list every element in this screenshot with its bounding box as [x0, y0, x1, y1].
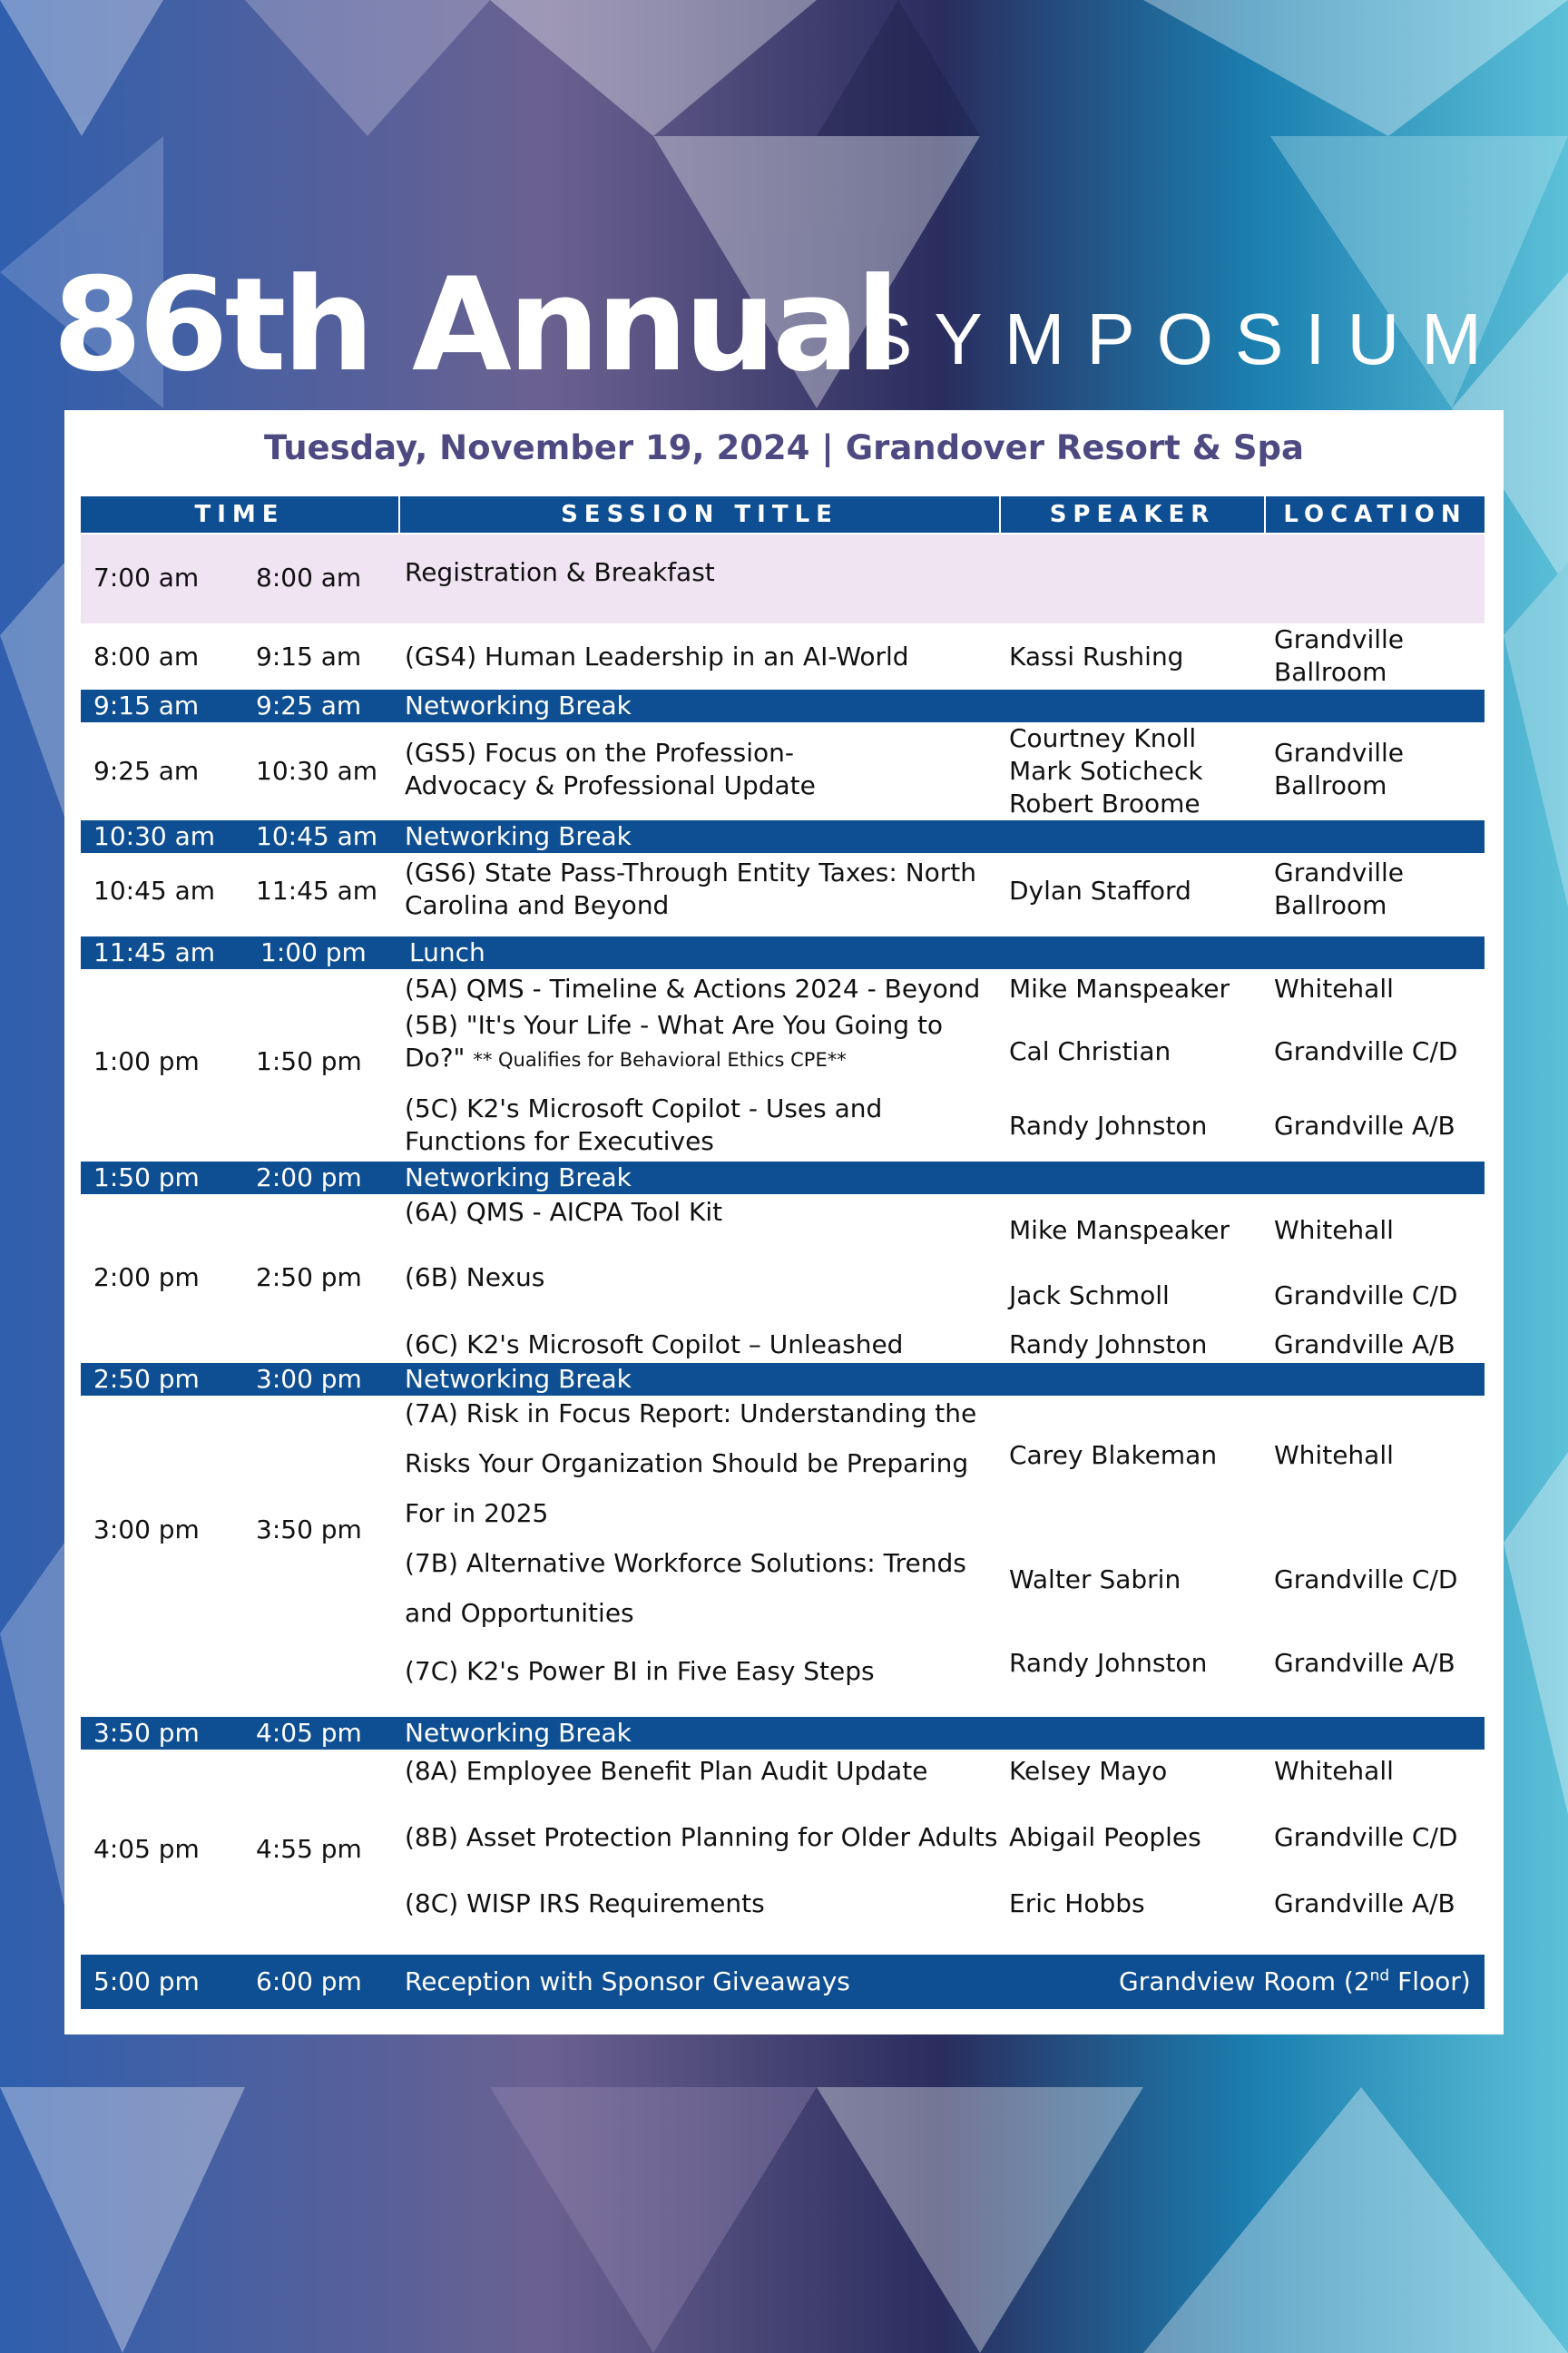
start-time: 3:00 pm — [93, 1515, 200, 1544]
row-block-7 — [81, 1396, 1485, 1686]
session-title: Lunch — [409, 937, 485, 967]
row-networking-break — [81, 1363, 1485, 1396]
title-main: 86th Annual — [53, 250, 897, 400]
row-block-6 — [81, 1196, 1485, 1363]
session-title: Networking Break — [405, 1364, 632, 1394]
row-gs6 — [81, 853, 1485, 929]
location-line1: Grandville — [1274, 624, 1405, 654]
end-time: 3:50 pm — [256, 1515, 362, 1544]
table-header — [81, 496, 1485, 533]
start-time: 10:45 am — [93, 876, 216, 906]
session-8c-title: (8C) WISP IRS Requirements — [405, 1888, 765, 1918]
session-8c-location: Grandville A/B — [1274, 1888, 1455, 1918]
location-line1: Grandville — [1274, 858, 1405, 887]
title-symposium: SYMPOSIUM — [864, 299, 1504, 379]
end-time: 8:00 am — [256, 563, 362, 593]
start-time: 4:05 pm — [93, 1834, 200, 1864]
start-time: 8:00 am — [93, 642, 200, 672]
session-8c-speaker: Eric Hobbs — [1009, 1888, 1145, 1918]
start-time: 9:15 am — [93, 691, 200, 721]
end-time: 4:05 pm — [256, 1718, 362, 1748]
session-7a-location: Whitehall — [1274, 1440, 1394, 1470]
session-8b-speaker: Abigail Peoples — [1009, 1822, 1201, 1852]
end-time: 10:45 am — [256, 821, 378, 851]
session-7a-speaker: Carey Blakeman — [1009, 1440, 1218, 1470]
row-registration — [81, 534, 1485, 623]
end-time: 2:00 pm — [256, 1162, 362, 1192]
row-gs5 — [81, 722, 1485, 820]
location-line2: Ballroom — [1274, 890, 1387, 920]
session-title-line1: (GS6) State Pass-Through Entity Taxes: North — [405, 858, 977, 887]
ethics-cpe-note: ** Qualifies for Behavioral Ethics CPE** — [473, 1049, 847, 1071]
row-networking-break — [81, 690, 1485, 722]
session-8b-title: (8B) Asset Protection Planning for Older Adults — [405, 1822, 998, 1852]
session-6b-location: Grandville C/D — [1274, 1280, 1458, 1310]
start-time: 9:25 am — [93, 756, 200, 786]
session-6b-speaker: Jack Schmoll — [1009, 1280, 1170, 1310]
start-time: 5:00 pm — [93, 1966, 200, 1996]
end-time: 4:55 pm — [256, 1834, 362, 1864]
session-7a-title-line3: For in 2025 — [405, 1498, 549, 1528]
start-time: 2:00 pm — [93, 1262, 200, 1292]
session-6a-speaker: Mike Manspeaker — [1009, 1215, 1230, 1245]
end-time: 6:00 pm — [256, 1966, 362, 1996]
end-time: 9:25 am — [256, 691, 362, 721]
session-8b-location: Grandville C/D — [1274, 1822, 1458, 1852]
speaker-3: Robert Broome — [1009, 789, 1200, 819]
session-6c-location: Grandville A/B — [1274, 1329, 1455, 1359]
session-5a-location: Whitehall — [1274, 974, 1394, 1004]
row-networking-break — [81, 1717, 1485, 1750]
row-lunch — [81, 936, 1485, 969]
session-8a-location: Whitehall — [1274, 1756, 1394, 1786]
session-5c-speaker: Randy Johnston — [1009, 1111, 1208, 1141]
session-8a-title: (8A) Employee Benefit Plan Audit Update — [405, 1756, 928, 1786]
end-time: 11:45 am — [256, 876, 378, 906]
session-5b-speaker: Cal Christian — [1009, 1036, 1171, 1066]
session-title: Reception with Sponsor Giveaways — [405, 1966, 850, 1996]
session-title-line2: Advocacy & Professional Update — [405, 770, 816, 800]
session-title: Networking Break — [405, 821, 632, 851]
session-title: Registration & Breakfast — [405, 557, 715, 587]
location-line1: Grandville — [1274, 738, 1405, 768]
session-title: Networking Break — [405, 1162, 632, 1192]
speaker: Kassi Rushing — [1009, 642, 1184, 672]
header-location: LOCATION — [1283, 501, 1467, 528]
end-time: 1:50 pm — [256, 1046, 362, 1076]
session-7b-location: Grandville C/D — [1274, 1564, 1458, 1594]
session-title: Networking Break — [405, 691, 632, 721]
session-title: Networking Break — [405, 1718, 632, 1748]
end-time: 3:00 pm — [256, 1364, 362, 1394]
start-time: 2:50 pm — [93, 1364, 200, 1394]
end-time: 10:30 am — [256, 756, 378, 786]
session-8a-speaker: Kelsey Mayo — [1009, 1756, 1168, 1786]
row-block-5 — [81, 969, 1485, 1162]
session-7a-title-line2: Risks Your Organization Should be Preparing — [405, 1448, 969, 1478]
header-speaker: SPEAKER — [1049, 501, 1216, 528]
session-5a-speaker: Mike Manspeaker — [1009, 974, 1230, 1004]
start-time: 7:00 am — [93, 563, 200, 593]
session-7b-speaker: Walter Sabrin — [1009, 1564, 1181, 1594]
session-6a-location: Whitehall — [1274, 1215, 1394, 1245]
session-title-line2: Carolina and Beyond — [405, 890, 670, 920]
session-7b-title-line2: and Opportunities — [405, 1598, 634, 1628]
header-session-title: SESSION TITLE — [561, 501, 838, 528]
row-networking-break — [81, 1162, 1485, 1194]
row-networking-break — [81, 820, 1485, 853]
end-time: 2:50 pm — [256, 1262, 362, 1292]
start-time: 3:50 pm — [93, 1718, 200, 1748]
session-title: (GS4) Human Leadership in an AI-World — [405, 642, 909, 672]
session-5b-title-line2: Do?" ** Qualifies for Behavioral Ethics CPE** — [405, 1043, 847, 1073]
session-5b-location: Grandville C/D — [1274, 1036, 1458, 1066]
speaker-2: Mark Soticheck — [1009, 756, 1203, 786]
event-date-venue: Tuesday, November 19, 2024 | Grandover Resort & Spa — [264, 428, 1304, 467]
reception-location: Grandview Room (2nd Floor) — [1119, 1966, 1471, 1996]
location-line2: Ballroom — [1274, 770, 1387, 800]
row-block-8 — [81, 1750, 1485, 1918]
start-time: 1:00 pm — [93, 1046, 200, 1076]
session-7b-title-line1: (7B) Alternative Workforce Solutions: Trends — [405, 1548, 966, 1578]
session-5c-title-line1: (5C) K2's Microsoft Copilot - Uses and — [405, 1093, 883, 1123]
header-time: TIME — [194, 501, 285, 528]
session-7a-title-line1: (7A) Risk in Focus Report: Understanding the — [405, 1398, 977, 1428]
session-7c-speaker: Randy Johnston — [1009, 1648, 1208, 1678]
start-time: 11:45 am — [93, 937, 216, 967]
location-line2: Ballroom — [1274, 657, 1387, 687]
speaker-1: Courtney Knoll — [1009, 723, 1197, 753]
session-5c-location: Grandville A/B — [1274, 1111, 1455, 1141]
session-6b-title: (6B) Nexus — [405, 1262, 545, 1292]
row-gs4 — [81, 623, 1485, 690]
schedule-panel — [64, 410, 1504, 2034]
end-time: 1:00 pm — [260, 937, 367, 967]
session-7c-title: (7C) K2's Power BI in Five Easy Steps — [405, 1656, 875, 1686]
session-7c-location: Grandville A/B — [1274, 1648, 1455, 1678]
end-time: 9:15 am — [256, 642, 362, 672]
session-title-line1: (GS5) Focus on the Profession- — [405, 738, 794, 768]
start-time: 10:30 am — [93, 821, 216, 851]
session-6c-speaker: Randy Johnston — [1009, 1329, 1208, 1359]
session-5b-title-line1: (5B) "It's Your Life - What Are You Going to — [405, 1010, 944, 1040]
start-time: 1:50 pm — [93, 1162, 200, 1192]
session-6c-title: (6C) K2's Microsoft Copilot – Unleashed — [405, 1329, 904, 1359]
session-5a-title: (5A) QMS - Timeline & Actions 2024 - Beyond — [405, 974, 981, 1004]
row-reception — [81, 1955, 1485, 2009]
speaker: Dylan Stafford — [1009, 876, 1191, 906]
session-5c-title-line2: Functions for Executives — [405, 1126, 714, 1156]
session-6a-title: (6A) QMS - AICPA Tool Kit — [405, 1197, 723, 1227]
